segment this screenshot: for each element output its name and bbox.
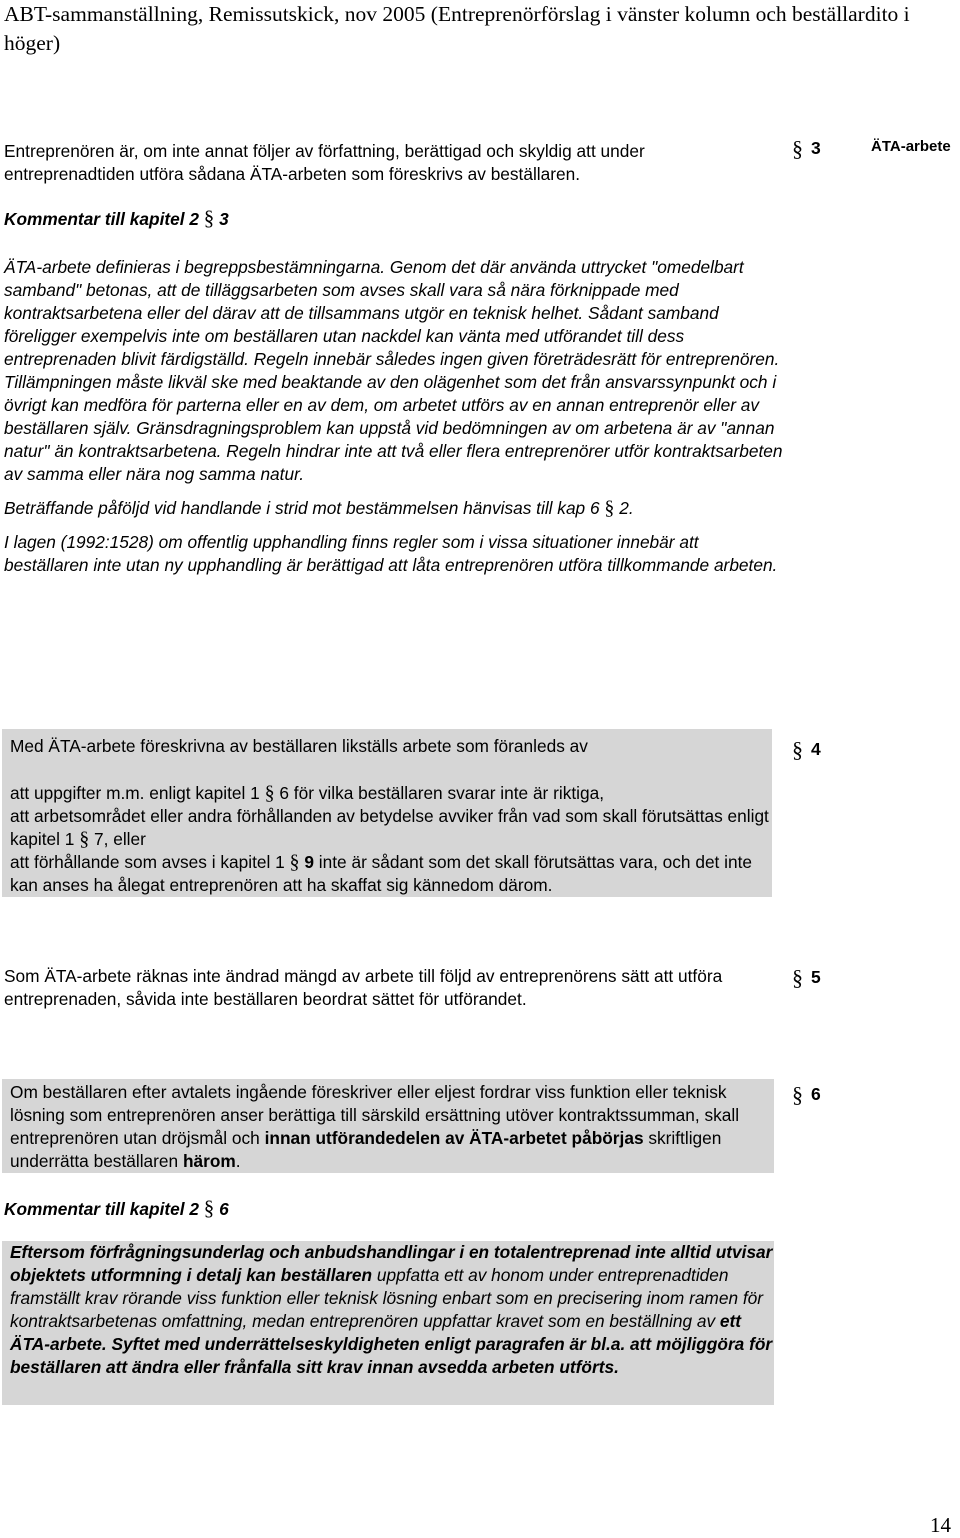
- comment-3-paragraph-3: I lagen (1992:1528) om offentlig upphandling finns regler som i vissa situationer innebär att beställaren inte utan ny upphandling är berättigad att låta entreprenören utföra tillkommande arbeten.: [4, 532, 778, 575]
- paragraph-symbol-icon: §: [203, 206, 215, 230]
- section-4-item-3-rest: inte är sådant som det skall förutsättas vara, och det inte kan anses ha ålegat entreprenören att ha skaffat sig kännedom därom.: [10, 852, 753, 895]
- section-number: 5: [811, 967, 821, 987]
- comment-3-heading: [4, 207, 229, 231]
- section-4-item-1-text: att uppgifter m.m. enligt kapitel 1: [10, 783, 260, 803]
- paragraph-spacer: [4, 520, 784, 531]
- section-6-marker: [792, 1082, 821, 1108]
- section-6-text-2: skriftligen underrätta beställaren: [10, 1128, 722, 1171]
- section-4-item-1-rest: 6 för vilka beställaren svarar inte är riktiga,: [279, 783, 605, 803]
- section-4-box: [2, 729, 772, 897]
- section-number: 6: [811, 1084, 821, 1104]
- comment-3-paragraph-2: [4, 497, 784, 520]
- section-4-item-3: [10, 851, 772, 897]
- section-4-item-2-rest: 7, eller: [94, 829, 146, 849]
- paragraph-spacer: [4, 486, 784, 497]
- section-4-intro: Med ÄTA-arbete föreskrivna av beställaren likställs arbete som föranleds av: [10, 736, 588, 756]
- comment-3-paragraph-1: ÄTA-arbete definieras i begreppsbestämningarna. Genom det där använda uttrycket "omedelbart samband" betonas, att de tilläggsarbeten som avses skall vara så nära förknippade med kontraktsarbetena eller del därav att de tillsammans utgör en teknisk helhet. Sådant samband föreligger exempelvis inte om beställaren utan nackdel kan vänta med utförandet till dess entreprenaden blivit färdigställd. Regeln innebär således ingen given företrädesrätt för entreprenören. Tillämpningen måste likväl ske med beaktande av den olägenhet som det från ansvarssynpunkt och i övrigt kan medföra för parterna eller en av dem, om arbetet utförs av en annan entreprenör eller av beställaren själv. Gränsdragningsproblem kan uppstå vid bedömningen av om arbetena är av "annan natur" än kontraktsarbetena. Regeln hindrar inte att två eller flera entreprenörer utför kontraktsarbeten av samma eller nära nog samma natur.: [4, 257, 783, 484]
- section-4-item-3-text: att förhållande som avses i kapitel 1: [10, 852, 285, 872]
- section-6-text: Om beställaren efter avtalets ingående föreskriver eller eljest fordrar viss funktion eller teknisk lösning som entreprenören anser berättiga till särskild ersättning utöver kontraktssumman, skall entreprenören utan dröjsmål och: [10, 1082, 740, 1148]
- section-5-text: Som ÄTA-arbete räknas inte ändrad mängd av arbete till följd av entreprenörens sätt att utföra entreprenaden, såvida inte beställaren beordrat sättet för utförandet.: [4, 966, 723, 1009]
- comment-6-bold-text-2: ett ÄTA-arbete: [10, 1311, 742, 1354]
- comment-heading-text: Kommentar till kapitel 2: [4, 209, 199, 229]
- section-6-box: [2, 1079, 774, 1173]
- section-4-item-1: [10, 782, 772, 805]
- section-number: 3: [811, 138, 821, 158]
- paragraph-symbol-icon: §: [792, 136, 803, 161]
- comment-6-bold-text: Eftersom förfrågningsunderlag och anbudshandlingar i en totalentreprenad inte alltid utvisar objektets utformning i detalj kan beställaren: [10, 1242, 773, 1285]
- section-6-bold-text-2: härom: [182, 1151, 236, 1171]
- section-3-marker: [792, 136, 821, 162]
- paragraph-symbol-icon: §: [792, 737, 803, 762]
- paragraph-symbol-icon: §: [203, 1196, 215, 1220]
- section-4-item-2-text: att arbetsområdet eller andra förhållanden av betydelse avviker från vad som skall förutsättas enligt kapitel 1: [10, 806, 769, 849]
- comment-heading-number: 3: [219, 209, 229, 229]
- section-6-period: .: [235, 1151, 241, 1171]
- section-5-marker: [792, 965, 821, 991]
- section-4-spacer: [10, 758, 772, 782]
- comment-3-body: [4, 256, 784, 577]
- comment-6-box: [2, 1241, 774, 1405]
- paragraph-symbol-icon: §: [289, 851, 300, 873]
- section-4-item-3-number: 9: [304, 852, 314, 872]
- comment-6-bold-text-3: . Syftet med underrättelseskyldigheten enligt paragrafen är bl.a. att möjliggöra för beställaren att ändra eller frånfalla sitt krav innan avsedda arbeten utförts.: [10, 1334, 773, 1377]
- page-header-title: ABT-sammanställning, Remissutskick, nov 2005 (Entreprenörförslag i vänster kolumn och beställardito i höger): [4, 2, 910, 55]
- comment-heading-text: Kommentar till kapitel 2: [4, 1199, 199, 1219]
- paragraph-symbol-icon: §: [264, 782, 275, 804]
- section-4-marker: [792, 737, 821, 763]
- section-4-item-2: [10, 805, 772, 851]
- paragraph-symbol-icon: §: [79, 828, 90, 850]
- section-3-title: ÄTA-arbete: [871, 138, 951, 155]
- page-number: 14: [930, 1513, 951, 1537]
- section-6-bold-text: innan utförandedelen av ÄTA-arbetet påbörjas: [264, 1128, 644, 1148]
- comment-3-paragraph-2-text: Beträffande påföljd vid handlande i strid mot bestämmelsen hänvisas till kap 6: [4, 498, 600, 518]
- paragraph-symbol-icon: §: [604, 497, 615, 519]
- comment-3-paragraph-2-ref: 2.: [619, 498, 634, 518]
- comment-6-heading: [4, 1197, 229, 1221]
- paragraph-symbol-icon: §: [792, 965, 803, 990]
- section-3-text: Entreprenören är, om inte annat följer av författning, berättigad och skyldig att under entreprenadtiden utföra sådana ÄTA-arbeten som föreskrivs av beställaren.: [4, 141, 645, 184]
- paragraph-symbol-icon: §: [792, 1082, 803, 1107]
- comment-heading-number: 6: [219, 1199, 229, 1219]
- comment-6-text: uppfatta ett av honom under entreprenadtiden framställt krav rörande viss funktion eller teknisk lösning enbart som en precisering inom ramen för kontraktsarbetenas omfattning, medan entreprenören uppfattar kravet som en beställning av: [10, 1265, 764, 1331]
- section-number: 4: [811, 739, 821, 759]
